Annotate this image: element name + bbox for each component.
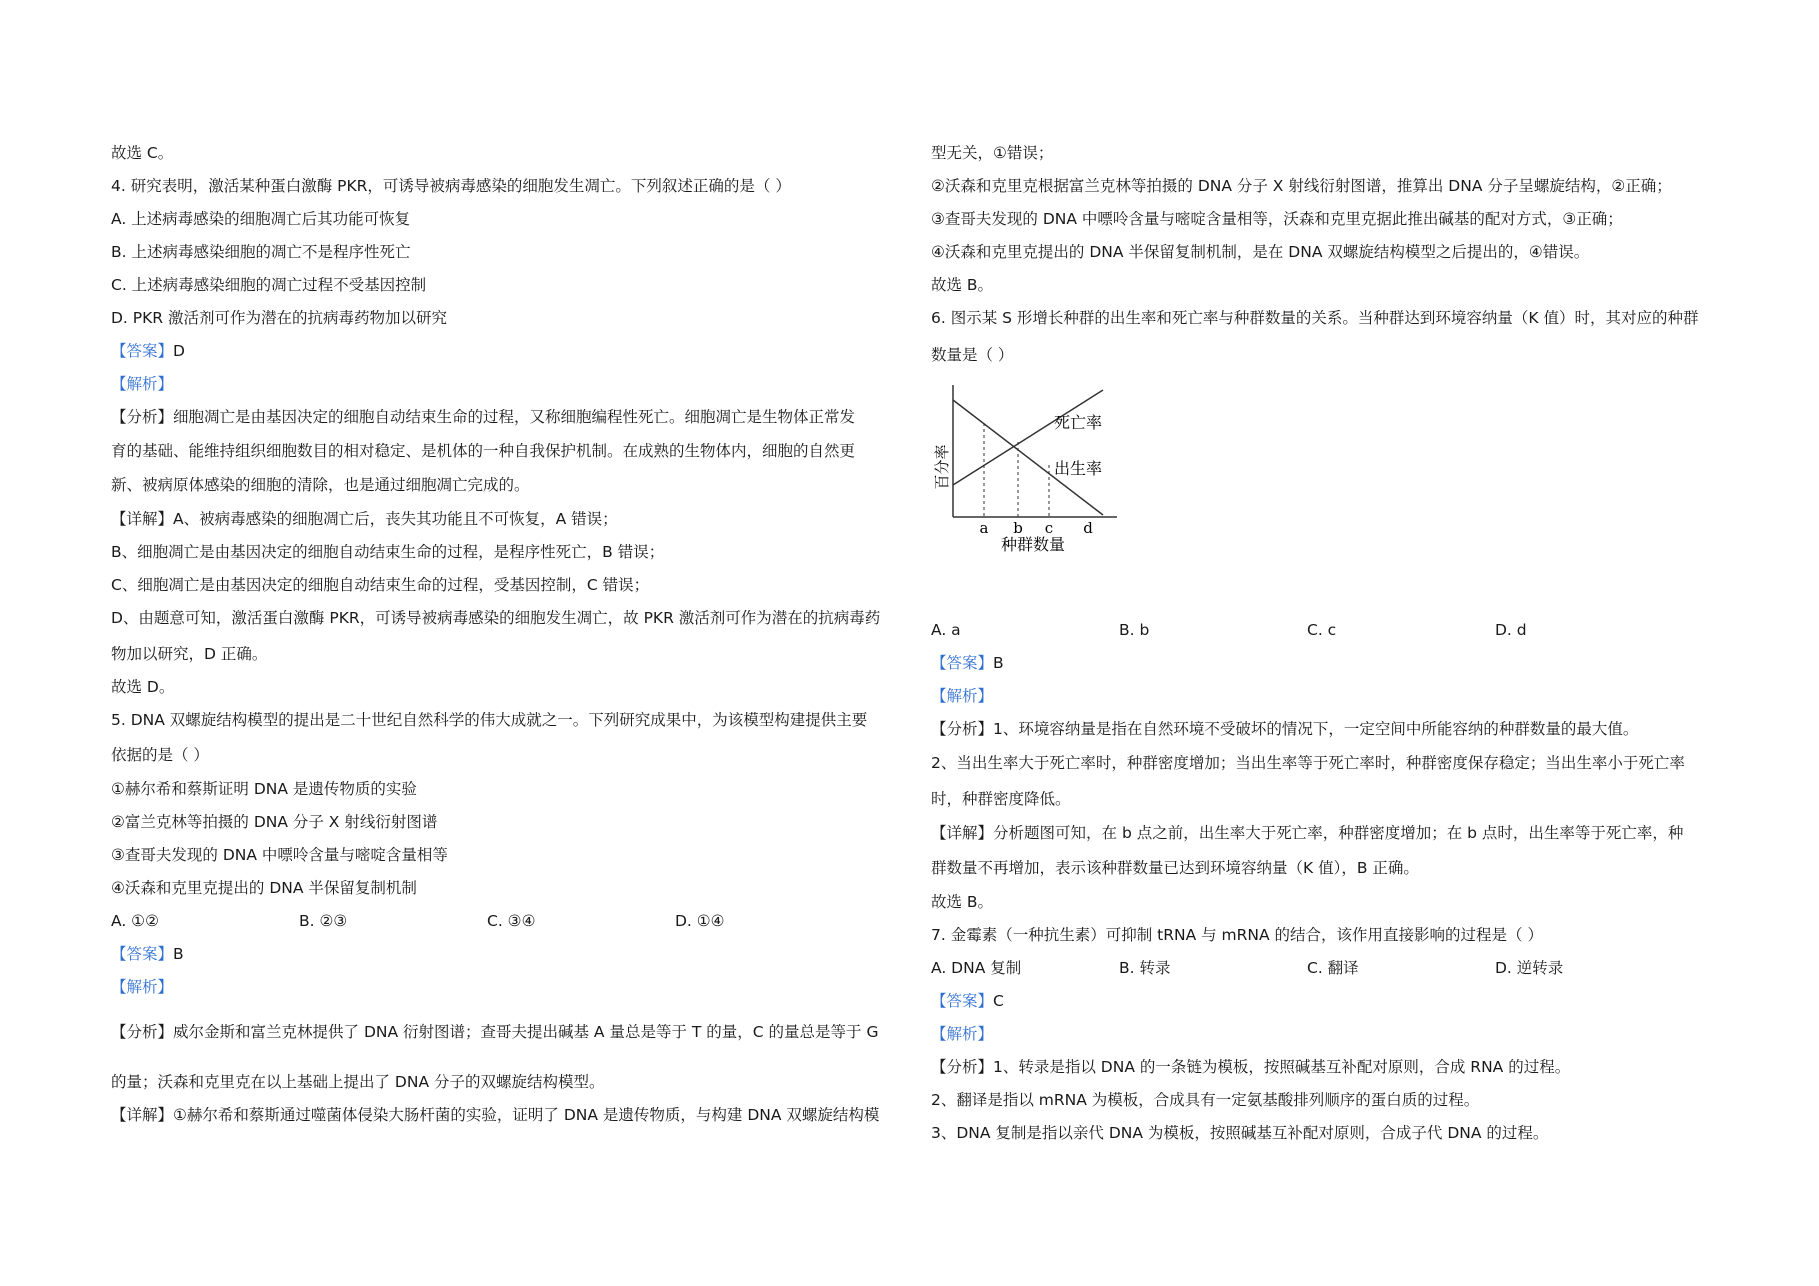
option-d: D. ①④ [675, 912, 725, 930]
answer-line [931, 991, 1004, 1011]
question-4-option-a: A. 上述病毒感染的细胞凋亡后其功能可恢复 [111, 210, 411, 228]
analysis-text: 细胞凋亡是由基因决定的细胞自动结束生命的过程，又称细胞编程性死亡。细胞凋亡是生物体正常发 [173, 408, 856, 426]
analysis-text: 1、转录是指以 DNA 的一条链为模板，按照碱基互补配对原则，合成 RNA 的过程。 [993, 1058, 1571, 1076]
analysis-tag: 【解析】 [931, 1025, 994, 1043]
analysis-text: 2、翻译是指以 mRNA 为模板，合成具有一定氨基酸排列顺序的蛋白质的过程。 [931, 1091, 1480, 1109]
detail-label: 【详解】 [111, 510, 174, 528]
answer-value: B [173, 945, 184, 963]
answer-tag: 【答案】 [111, 945, 174, 963]
question-6-stem: 6. 图示某 S 形增长种群的出生率和死亡率与种群数量的关系。当种群达到环境容纳量（K 值）时，其对应的种群 [931, 309, 1699, 327]
figure-svg [925, 375, 1125, 570]
analysis-tag: 【解析】 [931, 687, 994, 705]
detail-text: B、细胞凋亡是由基因决定的细胞自动结束生命的过程，是程序性死亡，B 错误； [111, 543, 665, 561]
question-7-options [931, 958, 1683, 978]
detail-text: A、被病毒感染的细胞凋亡后，丧失其功能且不可恢复，A 错误； [173, 510, 618, 528]
question-4-stem: 4. 研究表明，激活某种蛋白激酶 PKR，可诱导被病毒感染的细胞发生凋亡。下列叙述正确的是（ ） [111, 177, 791, 195]
analysis-text: 威尔金斯和富兰克林提供了 DNA 衍射图谱；查哥夫提出碱基 A 量总是等于 T 的量，C 的量总是等于 G [173, 1023, 879, 1041]
answer-line [111, 944, 184, 964]
analysis-tag: 【解析】 [111, 978, 174, 996]
answer-tag: 【答案】 [111, 342, 174, 360]
tick-a: a [979, 519, 989, 537]
analysis-text: 育的基础、能维持组织细胞数目的相对稳定、是机体的一种自我保护机制。在成熟的生物体内，细胞的自然更 [111, 442, 856, 460]
option-d: D. d [1495, 621, 1527, 639]
detail-text: ②沃森和克里克根据富兰克林等拍摄的 DNA 分子 X 射线衍射图谱，推算出 DNA 分子呈螺旋结构，②正确； [931, 177, 1672, 195]
question-6-stem: 数量是（ ） [931, 346, 1014, 364]
analysis-text: 新、被病原体感染的细胞的清除，也是通过细胞凋亡完成的。 [111, 476, 530, 494]
analysis-text: 1、环境容纳量是指在自然环境不受破坏的情况下，一定空间中所能容纳的种群数量的最大值。 [993, 720, 1639, 738]
option-a: A. ①② [111, 912, 159, 930]
detail-line [111, 1105, 879, 1125]
birth-rate-label: 出生率 [1054, 459, 1103, 478]
detail-text: C、细胞凋亡是由基因决定的细胞自动结束生命的过程，受基因控制，C 错误； [111, 576, 650, 594]
analysis-line [111, 1022, 878, 1042]
detail-text: 分析题图可知，在 b 点之前，出生率大于死亡率，种群密度增加；在 b 点时，出生率等于死亡率，种 [993, 824, 1684, 842]
question-5-item: ②富兰克林等拍摄的 DNA 分子 X 射线衍射图谱 [111, 813, 438, 831]
analysis-line [931, 1057, 1570, 1077]
detail-text: ①赫尔希和蔡斯通过噬菌体侵染大肠杆菌的实验，证明了 DNA 是遗传物质，与构建 DNA 双螺旋结构模 [173, 1106, 880, 1124]
option-b: B. b [1119, 621, 1150, 639]
question-5-stem: 依据的是（ ） [111, 746, 209, 764]
question-5-item: ③查哥夫发现的 DNA 中嘌呤含量与嘧啶含量相等 [111, 846, 448, 864]
question-5-options [111, 911, 863, 931]
detail-line [111, 509, 618, 529]
tick-c: c [1044, 519, 1054, 537]
analysis-label: 【分析】 [111, 1023, 174, 1041]
analysis-text: 时，种群密度降低。 [931, 790, 1071, 808]
detail-text: D、由题意可知，激活蛋白激酶 PKR，可诱导被病毒感染的细胞发生凋亡，故 PKR 激活剂可作为潜在的抗病毒药 [111, 609, 881, 627]
analysis-text: 2、当出生率大于死亡率时，种群密度增加；当出生率等于死亡率时，种群密度保存稳定；当出生率小于死亡率 [931, 754, 1685, 772]
answer-value: C [993, 992, 1004, 1010]
question-5-stem: 5. DNA 双螺旋结构模型的提出是二十世纪自然科学的伟大成就之一。下列研究成果中，为该模型构建提供主要 [111, 711, 868, 729]
option-b: B. 转录 [1119, 959, 1171, 977]
question-4-option-d: D. PKR 激活剂可作为潜在的抗病毒药物加以研究 [111, 309, 447, 327]
option-d: D. 逆转录 [1495, 959, 1564, 977]
option-a: A. a [931, 621, 961, 639]
analysis-line [931, 719, 1638, 739]
option-c: C. ③④ [487, 912, 536, 930]
question-5-item: ④沃森和克里克提出的 DNA 半保留复制机制 [111, 879, 417, 897]
tick-d: d [1083, 519, 1093, 537]
detail-text: ③查哥夫发现的 DNA 中嘌呤含量与嘧啶含量相等，沃森和克里克据此推出碱基的配对方式，③正确； [931, 210, 1623, 228]
text-line: 故选 C。 [111, 144, 174, 162]
question-7-stem: 7. 金霉素（一种抗生素）可抑制 tRNA 与 mRNA 的结合，该作用直接影响的过程是（ ） [931, 926, 1543, 944]
birth-death-rate-figure [925, 375, 1125, 570]
answer-line [111, 341, 185, 361]
option-b: B. ②③ [299, 912, 348, 930]
answer-tag: 【答案】 [931, 654, 994, 672]
analysis-label: 【分析】 [931, 720, 994, 738]
question-4-option-c: C. 上述病毒感染细胞的凋亡过程不受基因控制 [111, 276, 427, 294]
tick-b: b [1013, 519, 1023, 537]
conclusion: 故选 B。 [931, 893, 994, 911]
detail-text: 型无关，①错误； [931, 144, 1054, 162]
analysis-tag: 【解析】 [111, 375, 174, 393]
conclusion: 故选 D。 [111, 678, 175, 696]
analysis-text: 的量；沃森和克里克在以上基础上提出了 DNA 分子的双螺旋结构模型。 [111, 1073, 605, 1091]
death-rate-label: 死亡率 [1054, 413, 1103, 432]
y-axis-label: 百分率 [933, 444, 951, 490]
option-c: C. c [1307, 621, 1337, 639]
answer-value: D [173, 342, 185, 360]
question-6-options [931, 620, 1683, 640]
detail-text: ④沃森和克里克提出的 DNA 半保留复制机制，是在 DNA 双螺旋结构模型之后提出的，④错误。 [931, 243, 1590, 261]
answer-value: B [993, 654, 1004, 672]
detail-text: 群数量不再增加，表示该种群数量已达到环境容纳量（K 值），B 正确。 [931, 859, 1419, 877]
analysis-line [111, 407, 855, 427]
conclusion: 故选 B。 [931, 276, 994, 294]
detail-label: 【详解】 [931, 824, 994, 842]
x-axis-label: 种群数量 [1000, 535, 1066, 554]
analysis-label: 【分析】 [931, 1058, 994, 1076]
answer-line [931, 653, 1004, 673]
detail-label: 【详解】 [111, 1106, 174, 1124]
answer-tag: 【答案】 [931, 992, 994, 1010]
option-c: C. 翻译 [1307, 959, 1359, 977]
option-a: A. DNA 复制 [931, 959, 1022, 977]
analysis-label: 【分析】 [111, 408, 174, 426]
question-4-option-b: B. 上述病毒感染细胞的凋亡不是程序性死亡 [111, 243, 411, 261]
detail-line [931, 823, 1683, 843]
detail-text: 物加以研究，D 正确。 [111, 645, 268, 663]
question-5-item: ①赫尔希和蔡斯证明 DNA 是遗传物质的实验 [111, 780, 417, 798]
analysis-text: 3、DNA 复制是指以亲代 DNA 为模板，按照碱基互补配对原则，合成子代 DNA 的过程。 [931, 1124, 1549, 1142]
